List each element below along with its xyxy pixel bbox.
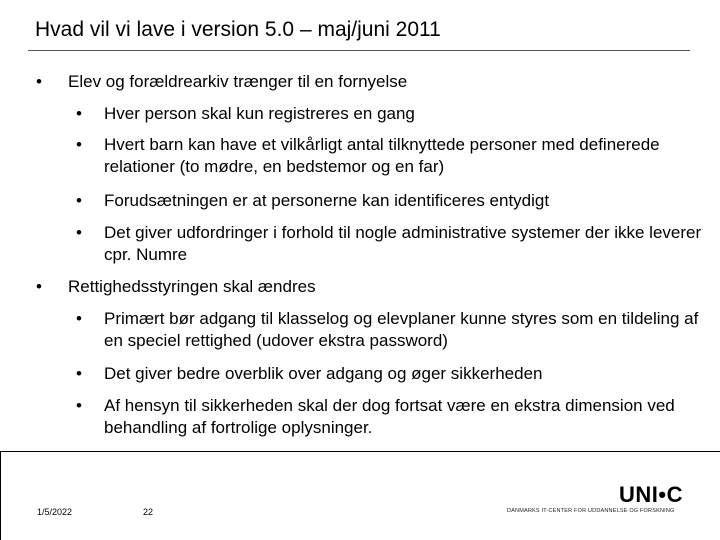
- sub-bullet-text: Forudsætningen er at personerne kan identificeres entydigt: [104, 191, 550, 210]
- footer-frame-top: [0, 451, 720, 452]
- sub-bullet-text: Hver person skal kun registreres en gang: [104, 104, 415, 123]
- sub-bullet-text: Det giver udfordringer i forhold til nogle administrative systemer der ikke leverer cpr. Numre: [104, 223, 702, 264]
- sub-bullet-text: Af hensyn til sikkerheden skal der dog fortsat være en ekstra dimension ved behandling af fortrolige oplysninger.: [104, 396, 675, 437]
- bullet: •: [36, 277, 42, 296]
- sub-bullet-text: Hvert barn kan have et vilkårligt antal tilknyttede personer med definerede relationer (to mødre, en bedstemor og en far): [104, 135, 660, 176]
- footer-frame-left: [0, 451, 1, 540]
- title-divider: [28, 50, 690, 51]
- unic-logo: UNI•C: [619, 482, 683, 507]
- sub-bullet-text: Det giver bedre overblik over adgang og øger sikkerheden: [104, 364, 543, 383]
- sub-bullet: •: [76, 364, 82, 383]
- sub-bullet: •: [76, 309, 82, 328]
- sub-bullet: •: [76, 191, 82, 210]
- slide-title: Hvad vil vi lave i version 5.0 – maj/juni 2011: [35, 18, 441, 41]
- bullet-text: Rettighedsstyringen skal ændres: [68, 277, 316, 296]
- bullet: •: [36, 72, 42, 91]
- bullet-text: Elev og forældrearkiv trænger til en fornyelse: [68, 72, 408, 91]
- footer-page-number: 22: [143, 507, 154, 517]
- sub-bullet: •: [76, 396, 82, 415]
- logo-tagline: DANMARKS IT-CENTER FOR UDDANNELSE OG FORSKNING: [507, 508, 675, 514]
- sub-bullet: •: [76, 223, 82, 242]
- sub-bullet: •: [76, 104, 82, 123]
- sub-bullet: •: [76, 135, 82, 154]
- sub-bullet-text: Primært bør adgang til klasselog og elevplaner kunne styres som en tildeling af en speciel rettighed (udover ekstra password): [104, 309, 699, 350]
- footer-date: 1/5/2022: [37, 507, 73, 517]
